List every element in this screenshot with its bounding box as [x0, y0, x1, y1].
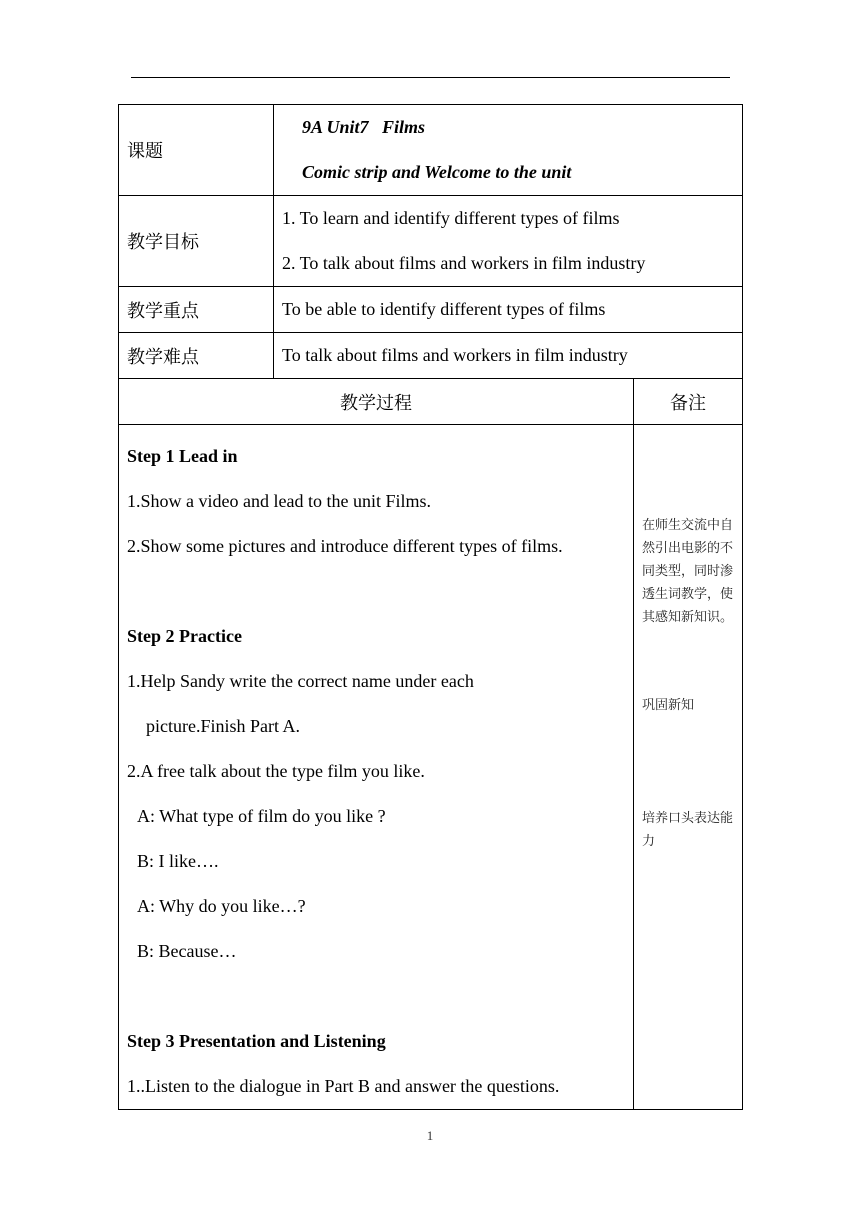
key-points-label: 教学重点: [119, 287, 274, 333]
key-points-text: To be able to identify different types of films: [274, 287, 743, 333]
step-heading: Step 3 Presentation and Listening: [127, 1031, 386, 1051]
header-rule: [131, 77, 730, 78]
objectives-content: [274, 196, 743, 287]
notes-content: [634, 425, 743, 1110]
process-heading: 教学过程: [119, 379, 634, 425]
lesson-plan-table: [118, 104, 743, 1110]
process-line: 2.A free talk about the type film you like.: [127, 761, 425, 781]
lesson-title: Comic strip and Welcome to the unit: [302, 162, 572, 182]
difficulties-row: [119, 333, 743, 379]
topic-label: 课题: [119, 105, 274, 196]
spacer: [127, 569, 625, 614]
notes-heading: 备注: [634, 379, 743, 425]
process-row: [119, 425, 743, 1110]
objective-item: 2. To talk about films and workers in film industry: [282, 253, 646, 273]
process-line: 2.Show some pictures and introduce different types of films.: [127, 536, 563, 556]
process-line: 1.Show a video and lead to the unit Films.: [127, 491, 431, 511]
step-heading: Step 2 Practice: [127, 626, 242, 646]
topic-row: [119, 105, 743, 196]
difficulties-text: To talk about films and workers in film industry: [274, 333, 743, 379]
process-line: picture.Finish Part A.: [146, 716, 300, 736]
objective-item: 1. To learn and identify different types of films: [282, 208, 620, 228]
process-content: [119, 425, 634, 1110]
dialogue-line: B: I like….: [137, 851, 219, 871]
spacer: [127, 974, 625, 1019]
note-item: 在师生交流中自然引出电影的不同类型，同时渗透生词教学，使其感知新知识。: [642, 518, 734, 625]
process-line: 1..Listen to the dialogue in Part B and answer the questions.: [127, 1076, 560, 1096]
process-header-row: [119, 379, 743, 425]
dialogue-line: A: What type of film do you like ?: [137, 806, 386, 826]
page-number: 1: [426, 1128, 434, 1143]
objectives-label: 教学目标: [119, 196, 274, 287]
objectives-row: [119, 196, 743, 287]
note-item: 巩固新知: [642, 698, 695, 713]
note-item: 培养口头表达能力: [642, 811, 734, 849]
topic-content: [274, 105, 743, 196]
unit-title: 9A Unit7 Films: [302, 117, 426, 137]
difficulties-label: 教学难点: [119, 333, 274, 379]
process-line: 1.Help Sandy write the correct name under each: [127, 671, 474, 691]
dialogue-line: B: Because…: [137, 941, 237, 961]
dialogue-line: A: Why do you like…?: [137, 896, 306, 916]
step-heading: Step 1 Lead in: [127, 446, 238, 466]
key-points-row: [119, 287, 743, 333]
